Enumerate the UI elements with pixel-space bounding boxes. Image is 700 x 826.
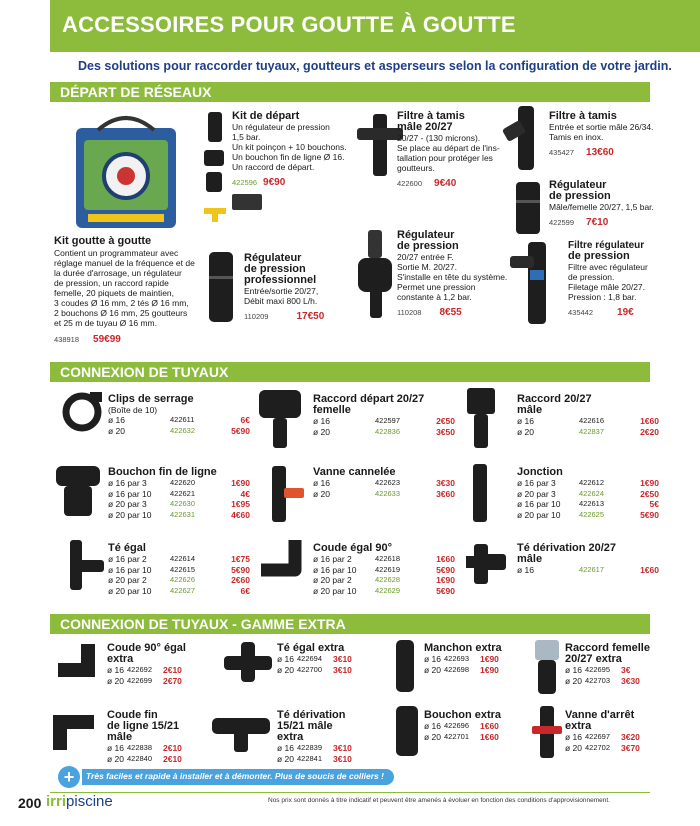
product-price: 19€ (617, 307, 634, 318)
size: ø 20 (108, 425, 126, 436)
desc-line: Filtre avec régulateur (568, 262, 648, 272)
price: 1€90 (436, 575, 455, 585)
ref: 422695 (585, 665, 611, 674)
filtre-reg-title: Filtre régulateur (568, 240, 645, 251)
size: ø 16 par 3 (517, 478, 556, 488)
reg-pro-title2: de pression (244, 263, 306, 275)
desc-line: de pression. (568, 272, 615, 282)
reg3-block (549, 180, 654, 230)
size: ø 16 (277, 654, 295, 664)
ref: 422841 (297, 753, 323, 763)
vanne-cannelee-image (258, 464, 306, 524)
filtre2-title: Filtre à tamis (549, 110, 617, 122)
extra-te-block (277, 643, 352, 675)
brand-part-2: piscine (66, 793, 113, 810)
filtre1-title: Filtre à tamis (397, 110, 465, 122)
desc-line: Débit maxi 800 L/h. (244, 296, 318, 306)
size: ø 20 par 10 (517, 509, 561, 520)
ref: 422703 (585, 675, 611, 685)
size: ø 20 (424, 664, 442, 675)
product-title2: 15/21 mâle (277, 720, 333, 732)
price: 5€ (649, 499, 659, 509)
reg2-block (397, 230, 507, 320)
size: ø 16 par 3 (108, 478, 147, 488)
size: ø 16 (108, 415, 126, 425)
reg2-title2: de pression (397, 240, 459, 252)
ref: 422699 (127, 675, 153, 685)
size: ø 20 (517, 426, 535, 437)
product-title: Manchon extra (424, 642, 502, 654)
section-gamme-extra: CONNEXION DE TUYAUX - GAMME EXTRA (50, 614, 650, 634)
desc-line: Entrée et sortie mâle 26/34. (549, 122, 654, 132)
size: ø 16 par 10 (108, 488, 152, 499)
ref: 422697 (585, 732, 611, 741)
brand-logo (46, 793, 113, 810)
product-title: Bouchon fin de ligne (108, 466, 217, 478)
reg-pro-title3: professionnel (244, 274, 317, 286)
product-price: 7€10 (586, 217, 609, 228)
footer-divider (50, 792, 650, 793)
extra-coude-block (107, 643, 186, 686)
kit-depart-block (232, 111, 347, 190)
product-title: Bouchon extra (424, 709, 502, 721)
product-ref: 422596 (232, 178, 258, 187)
price: 1€60 (480, 731, 499, 742)
price: 3€60 (436, 488, 455, 499)
ref: 422632 (170, 425, 196, 435)
ref: 422620 (170, 478, 196, 487)
product-price: 8€55 (439, 307, 462, 318)
price: 2€50 (640, 488, 659, 499)
price: 3€10 (333, 664, 352, 675)
product-price: 9€40 (434, 178, 457, 189)
desc-line: Pression : 1,8 bar. (568, 292, 637, 302)
ref: 422625 (579, 509, 605, 519)
section-connexion-tuyaux: CONNEXION DE TUYAUX (50, 362, 650, 382)
product-title2: 20/27 extra (565, 653, 622, 665)
ref: 422840 (127, 753, 153, 763)
product-price: 13€60 (586, 147, 614, 158)
kit-goutte-bag-image (58, 106, 188, 234)
reg3-title: Régulateur (549, 179, 607, 191)
filtre1-title2: mâle 20/27 (397, 121, 453, 133)
size: ø 16 par 2 (108, 554, 147, 564)
price: 3€30 (621, 675, 640, 686)
price: 3€ (621, 665, 631, 675)
size: ø 16 (313, 416, 331, 426)
price: 5€90 (231, 564, 250, 575)
ref: 422633 (375, 488, 401, 498)
regulateur-pro-image (203, 250, 239, 324)
raccord-depart-block (313, 394, 455, 437)
price: 1€60 (640, 565, 659, 575)
price: 5€90 (640, 509, 659, 520)
product-title: Té dérivation (277, 709, 346, 721)
product-title: Raccord femelle (565, 642, 650, 654)
filtre-tamis-2634-image (498, 104, 554, 172)
desc-line: Se place au départ de l'ins- (397, 143, 500, 153)
price: 2€70 (163, 675, 182, 686)
ref: 422629 (375, 585, 401, 595)
ref: 422619 (375, 564, 401, 574)
ref: 422701 (444, 731, 470, 741)
product-title: Raccord départ 20/27 (313, 393, 425, 405)
size: ø 20 (313, 488, 331, 499)
coude-fin-image (52, 704, 102, 758)
size: ø 20 par 2 (108, 575, 147, 585)
product-title2: mâle (517, 404, 543, 416)
te-derivation-block (517, 543, 659, 576)
size: ø 20 par 10 (108, 585, 152, 596)
desc-line: 20/27 entrée F. (397, 252, 454, 262)
price: 2€10 (163, 753, 182, 764)
coude-extra-image (52, 638, 104, 690)
product-title3: mâle (107, 731, 133, 743)
product-title: Raccord 20/27 (517, 393, 592, 405)
ref: 422838 (127, 743, 153, 752)
kit-goutte-description (54, 248, 195, 347)
ref: 422693 (444, 654, 470, 663)
price: 2€50 (436, 416, 455, 426)
ref: 422692 (127, 665, 153, 674)
price: 6€ (240, 585, 250, 596)
raccord-male-block (517, 394, 659, 437)
product-title2: extra (565, 720, 592, 732)
price: 1€90 (231, 478, 250, 488)
extra-manchon-block (424, 643, 502, 675)
raccord-male-image (463, 386, 499, 450)
ref: 422612 (579, 478, 605, 487)
product-title: Coude égal 90° (313, 542, 392, 554)
bouchon-fin-image (52, 464, 104, 520)
product-title: Vanne d'arrêt (565, 709, 635, 721)
size: ø 16 par 2 (313, 554, 352, 564)
ref: 422700 (297, 664, 323, 674)
desc-line: la durée d'arrosage, un régulateur (54, 268, 182, 278)
size: ø 16 (107, 743, 125, 753)
product-title: Clips de serrage (108, 393, 194, 405)
reg2-title: Régulateur (397, 229, 455, 241)
price: 4€60 (231, 509, 250, 520)
raccord-depart-image (255, 386, 305, 452)
ref: 422836 (375, 426, 401, 436)
price: 1€90 (640, 478, 659, 488)
product-title: Té dérivation 20/27 (517, 542, 617, 554)
extra-bouchon-block (424, 710, 501, 742)
size: ø 16 par 10 (313, 564, 357, 575)
size: ø 20 (565, 742, 583, 753)
raccord-femelle-extra-image (532, 638, 562, 696)
size: ø 20 par 3 (108, 499, 147, 509)
desc-line: Un kit poinçon + 10 bouchons. (232, 142, 347, 152)
desc-line: de pression, un raccord rapide (54, 278, 169, 288)
desc-line: Un raccord de départ. (232, 162, 315, 172)
product-ref: 435442 (568, 308, 594, 317)
product-title: Jonction (517, 466, 563, 478)
price: 3€70 (621, 742, 640, 753)
product-ref: 110208 (397, 308, 422, 317)
ref: 422627 (170, 585, 196, 595)
price: 1€60 (480, 721, 499, 731)
desc-line: Contient un programmateur avec (54, 248, 179, 258)
size: ø 20 (277, 664, 295, 675)
clips-block (108, 394, 250, 436)
te-derivation-image (462, 536, 508, 592)
size: ø 20 par 2 (313, 575, 352, 585)
ref: 422630 (170, 499, 196, 508)
info-banner: Très faciles et rapide à installer et à démonter. Plus de soucis de colliers ! (86, 771, 384, 781)
desc-line: réglage manuel de la fréquence et de (54, 258, 195, 268)
product-ref: 422599 (549, 218, 575, 227)
extra-raccord-femelle-block (565, 643, 650, 686)
te-derivation-extra-image (210, 704, 272, 754)
price: 1€75 (231, 554, 250, 564)
reg-pro-title: Régulateur (244, 252, 302, 264)
size: ø 20 par 3 (517, 488, 556, 499)
price: 3€10 (333, 743, 352, 753)
price: 6€ (240, 415, 250, 425)
desc-line: Entrée/sortie 20/27, (244, 286, 319, 296)
page-title: ACCESSOIRES POUR GOUTTE À GOUTTE (62, 12, 516, 37)
desc-line: tallation pour protéger les (397, 153, 493, 163)
price: 3€30 (436, 478, 455, 488)
desc-line: Permet une pression (397, 282, 476, 292)
ref: 422837 (579, 426, 605, 436)
price: 5€90 (436, 564, 455, 575)
size: ø 20 (313, 426, 331, 437)
page-subtitle: Des solutions pour raccorder tuyaux, goutteurs et asperseurs selon la configuration de votre jardin. (78, 59, 672, 73)
desc-line: Un régulateur de pression (232, 122, 330, 132)
desc-line: 2 bouchons Ø 16 mm, 25 goutteurs (54, 308, 188, 318)
ref: 422694 (297, 654, 323, 663)
desc-line: S'installe en tête du système. (397, 272, 508, 282)
ref: 422597 (375, 416, 401, 425)
product-title: Coude fin (107, 709, 158, 721)
desc-line: 3 coudes Ø 16 mm, 2 tés Ø 16 mm, (54, 298, 189, 308)
price: 3€10 (333, 654, 352, 664)
ref: 422611 (170, 415, 195, 424)
product-title2: de ligne 15/21 (107, 720, 180, 732)
price: 2€10 (163, 665, 182, 675)
bouchon-block (108, 467, 250, 520)
size: ø 20 par 10 (313, 585, 357, 596)
product-title: Coude 90° égal (107, 642, 186, 654)
ref: 422698 (444, 664, 470, 674)
desc-line: 1,5 bar. (232, 132, 261, 142)
price: 2€10 (163, 743, 182, 753)
product-title: Vanne cannelée (313, 466, 396, 478)
ref: 422616 (579, 416, 605, 425)
manchon-extra-image (392, 638, 418, 694)
product-title: Té égal extra (277, 642, 345, 654)
product-ref: 110209 (244, 312, 269, 321)
te-egal-block (108, 543, 250, 596)
desc-line: Filetage mâle 20/27. (568, 282, 646, 292)
desc-line: et 25 m de tuyau Ø 16 mm. (54, 318, 157, 328)
price: 3€50 (436, 426, 455, 437)
size: ø 16 (313, 478, 331, 488)
ref: 422624 (579, 488, 605, 498)
ref: 422702 (585, 742, 611, 752)
bouchon-extra-image (390, 704, 424, 758)
ref: 422626 (170, 575, 196, 584)
desc-line: goutteurs. (397, 163, 435, 173)
kit-goutte-title: Kit goutte à goutte (54, 235, 152, 247)
product-title3: extra (277, 731, 304, 743)
size: ø 20 (424, 731, 442, 742)
desc-line: 20/27 - (130 microns). (397, 133, 481, 143)
filtre-regulateur-image (508, 240, 564, 326)
price: 4€ (240, 488, 250, 499)
size: ø 16 (424, 721, 442, 731)
product-ref: 438918 (54, 335, 80, 344)
ref: 422696 (444, 721, 470, 730)
reg3-title2: de pression (549, 190, 611, 202)
size: ø 16 (565, 732, 583, 742)
extra-vanne-block (565, 710, 640, 753)
brand-part-1: irri (46, 793, 67, 810)
size: ø 16 (565, 665, 583, 675)
size: ø 16 (517, 565, 535, 575)
product-title2: femelle (313, 404, 351, 416)
ref: 422613 (579, 499, 605, 508)
product-title2: mâle (517, 553, 543, 565)
product-subtitle: (Boîte de 10) (108, 405, 158, 415)
te-extra-image (222, 638, 274, 690)
product-title2: extra (107, 653, 134, 665)
price: 1€90 (480, 664, 499, 675)
product-title: Té égal (108, 542, 146, 554)
price: 5€90 (231, 425, 250, 436)
product-price: 9€90 (263, 177, 286, 188)
size: ø 20 (107, 753, 125, 764)
product-ref: 422600 (397, 179, 423, 188)
ref: 422631 (170, 509, 196, 519)
reg-pro-block (244, 253, 324, 324)
size: ø 16 (277, 743, 295, 753)
coude-egal-image (255, 536, 311, 592)
price: 3€20 (621, 732, 640, 742)
page-number: 200 (18, 795, 42, 811)
size: ø 20 (565, 675, 583, 686)
desc-line: Tamis en inox. (549, 132, 604, 142)
size: ø 20 (107, 675, 125, 686)
price: 1€95 (231, 499, 250, 509)
section-depart-reseaux: DÉPART DE RÉSEAUX (50, 82, 650, 102)
ref: 422623 (375, 478, 401, 487)
ref: 422621 (170, 488, 196, 498)
kit-depart-title: Kit de départ (232, 110, 300, 122)
regulateur-pression-image (350, 228, 400, 320)
ref: 422839 (297, 743, 323, 752)
jonction-image (468, 462, 492, 524)
ref: 422618 (375, 554, 401, 563)
extra-te-derivation-block (277, 710, 352, 764)
te-egal-image (52, 538, 106, 592)
vanne-block (313, 467, 455, 499)
desc-line: constante à 1,2 bar. (397, 292, 472, 302)
size: ø 16 par 10 (108, 564, 152, 575)
page-header-bar (50, 0, 700, 52)
filtre1-block (397, 111, 500, 191)
price: 1€60 (436, 554, 455, 564)
footer-note: Nos prix sont donnés à titre indicatif et peuvent être amenés à évoluer en fonction des conditions d'approvisionnement. (268, 797, 610, 804)
price: 2€20 (640, 426, 659, 437)
regulateur-1-5bar-image (510, 180, 546, 236)
clips-serrage-image (60, 388, 106, 434)
price: 1€60 (640, 416, 659, 426)
filtre-reg-title2: de pression (568, 250, 630, 262)
ref: 422617 (579, 565, 605, 574)
desc-line: femelle, 20 piquets de maintien, (54, 288, 175, 298)
size: ø 16 par 10 (517, 499, 561, 509)
filtre2-block (549, 111, 653, 160)
size: ø 16 (517, 416, 535, 426)
product-price: 17€50 (296, 311, 325, 322)
extra-coude-fin-block (107, 710, 182, 764)
price: 3€10 (333, 753, 352, 764)
plus-icon: + (58, 766, 80, 788)
vanne-arret-extra-image (530, 704, 564, 760)
size: ø 16 (107, 665, 125, 675)
price: 1€90 (480, 654, 499, 664)
desc-line: Mâle/femelle 20/27, 1,5 bar. (549, 202, 654, 212)
size: ø 20 par 10 (108, 509, 152, 520)
desc-line: Un bouchon fin de ligne Ø 16. (232, 152, 345, 162)
desc-line: Sortie M. 20/27. (397, 262, 458, 272)
product-ref: 435427 (549, 148, 575, 157)
size: ø 20 (277, 753, 295, 764)
price: 2€60 (231, 575, 250, 585)
jonction-block (517, 467, 659, 520)
ref: 422615 (170, 564, 196, 574)
filtre-reg-block (568, 240, 648, 320)
price: 5€90 (436, 585, 455, 596)
size: ø 16 (424, 654, 442, 664)
ref: 422614 (170, 554, 196, 563)
coude-egal-block (313, 543, 455, 596)
product-price: 59€99 (93, 334, 121, 345)
ref: 422628 (375, 575, 401, 584)
